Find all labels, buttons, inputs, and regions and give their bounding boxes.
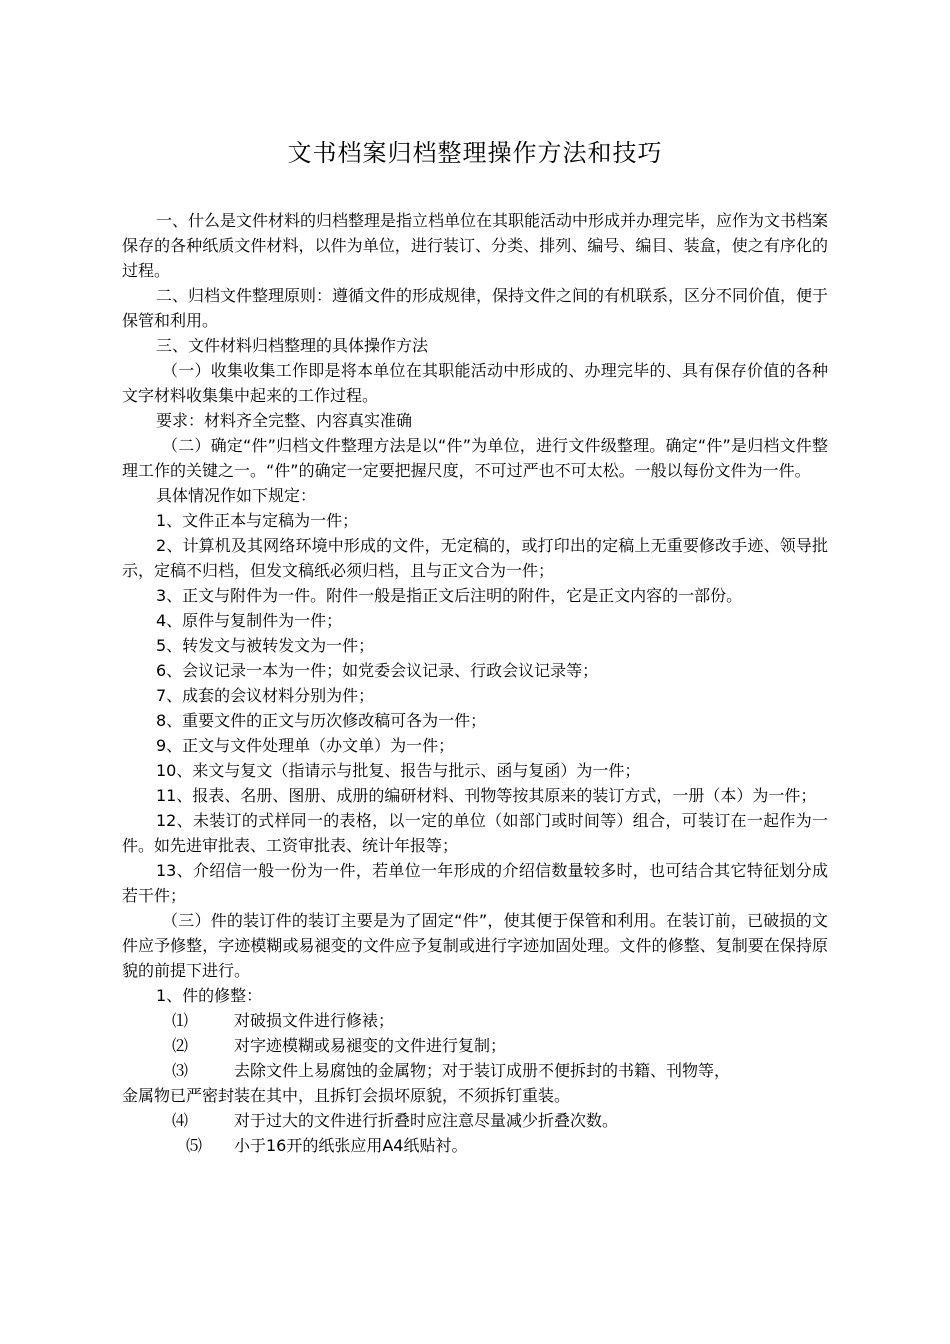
paragraph: （三）件的装订件的装订主要是为了固定“件”，使其便于保管和利用。在装订前，已破损的文件应予修整，字迹模糊或易褪变的文件应予复制或进行字迹加固处理。文件的修整、复制要在保持原貌的前提下进行。 <box>122 911 828 980</box>
list-item: 12、未装订的式样同一的表格，以一定的单位（如部门或时间等）组合，可装订在一起作为一件。如先进审批表、工资审批表、统计年报等； <box>122 811 828 855</box>
list-item: 11、报表、名册、图册、成册的编研材料、刊物等按其原来的装订方式，一册（本）为一件； <box>156 786 817 805</box>
sub-item-1 <box>122 1008 828 1033</box>
list-item: 3、正文与附件为一件。附件一般是指正文后注明的附件，它是正文内容的一部份。 <box>156 586 743 605</box>
list-item: 10、来文与复文（指请示与批复、报告与批示、函与复函）为一件； <box>156 761 641 780</box>
list-item: 4、原件与复制件为一件； <box>156 611 343 630</box>
sub-item-text: 小于16开的纸张应用A4纸贴衬。 <box>234 1136 468 1155</box>
sub-item-number: ⑷ <box>172 1111 189 1130</box>
document-body <box>122 208 828 1158</box>
paragraph: 具体情况作如下规定： <box>156 486 317 505</box>
sub-item-3 <box>122 1058 828 1108</box>
sub-item-number: ⑴ <box>172 1011 189 1030</box>
list-item: 1、件的修整： <box>156 986 263 1005</box>
paragraph: 一、什么是文件材料的归档整理是指立档单位在其职能活动中形成并办理完毕，应作为文书档案保存的各种纸质文件材料，以件为单位，进行装订、分类、排列、编号、编目、装盒，使之有序化的过程。 <box>122 211 829 280</box>
sub-item-text: 去除文件上易腐蚀的金属物；对于装订成册不便拆封的书籍、刊物等， <box>234 1061 731 1080</box>
paragraph: （一）收集收集工作即是将本单位在其职能活动中形成的、办理完毕的、具有保存价值的各种文字材料收集集中起来的工作过程。 <box>122 361 828 405</box>
paragraph: （二）确定“件”归档文件整理方法是以“件”为单位，进行文件级整理。确定“件”是归档文件整理工作的关键之一。“件”的确定一定要把握尺度，不可过严也不可太松。一般以每份文件为一件。 <box>122 436 828 480</box>
list-item: 2、计算机及其网络环境中形成的文件，无定稿的，或打印出的定稿上无重要修改手迹、领导批示，定稿不归档，但发文稿纸必须归档，且与正文合为一件； <box>122 536 828 580</box>
sub-item-text: 对字迹模糊或易褪变的文件进行复制； <box>234 1036 507 1055</box>
sub-item-5 <box>122 1133 828 1158</box>
sub-item-number: ⑸ <box>186 1136 203 1155</box>
list-item: 13、介绍信一般一份为一件，若单位一年形成的介绍信数量较多时，也可结合其它特征划分成若干件； <box>122 861 828 905</box>
sub-item-number: ⑵ <box>172 1036 189 1055</box>
list-item: 8、重要文件的正文与历次修改稿可各为一件； <box>156 711 487 730</box>
sub-item-number: ⑶ <box>172 1061 189 1080</box>
sub-item-text: 对破损文件进行修裱； <box>234 1011 395 1030</box>
list-item: 9、正文与文件处理单（办文单）为一件； <box>156 736 455 755</box>
list-item: 5、转发文与被转发文为一件； <box>156 636 375 655</box>
sub-item-4 <box>122 1108 828 1133</box>
sub-item-continuation: 金属物已严密封装在其中，且拆钉会损坏原貌，不须拆钉重装。 <box>122 1086 571 1105</box>
sub-item-2 <box>122 1033 828 1058</box>
list-item: 7、成套的会议材料分别为件； <box>156 686 375 705</box>
paragraph: 三、文件材料归档整理的具体操作方法 <box>156 336 429 355</box>
paragraph: 要求：材料齐全完整、内容真实准确 <box>156 411 413 430</box>
list-item: 1、文件正本与定稿为一件； <box>156 511 359 530</box>
paragraph: 二、归档文件整理原则：遵循文件的形成规律，保持文件之间的有机联系，区分不同价值，便于保管和利用。 <box>122 286 829 330</box>
document-title: 文书档案归档整理操作方法和技巧 <box>287 139 663 167</box>
list-item: 6、会议记录一本为一件；如党委会议记录、行政会议记录等； <box>156 661 599 680</box>
sub-item-text: 对于过大的文件进行折叠时应注意尽量减少折叠次数。 <box>234 1111 619 1130</box>
